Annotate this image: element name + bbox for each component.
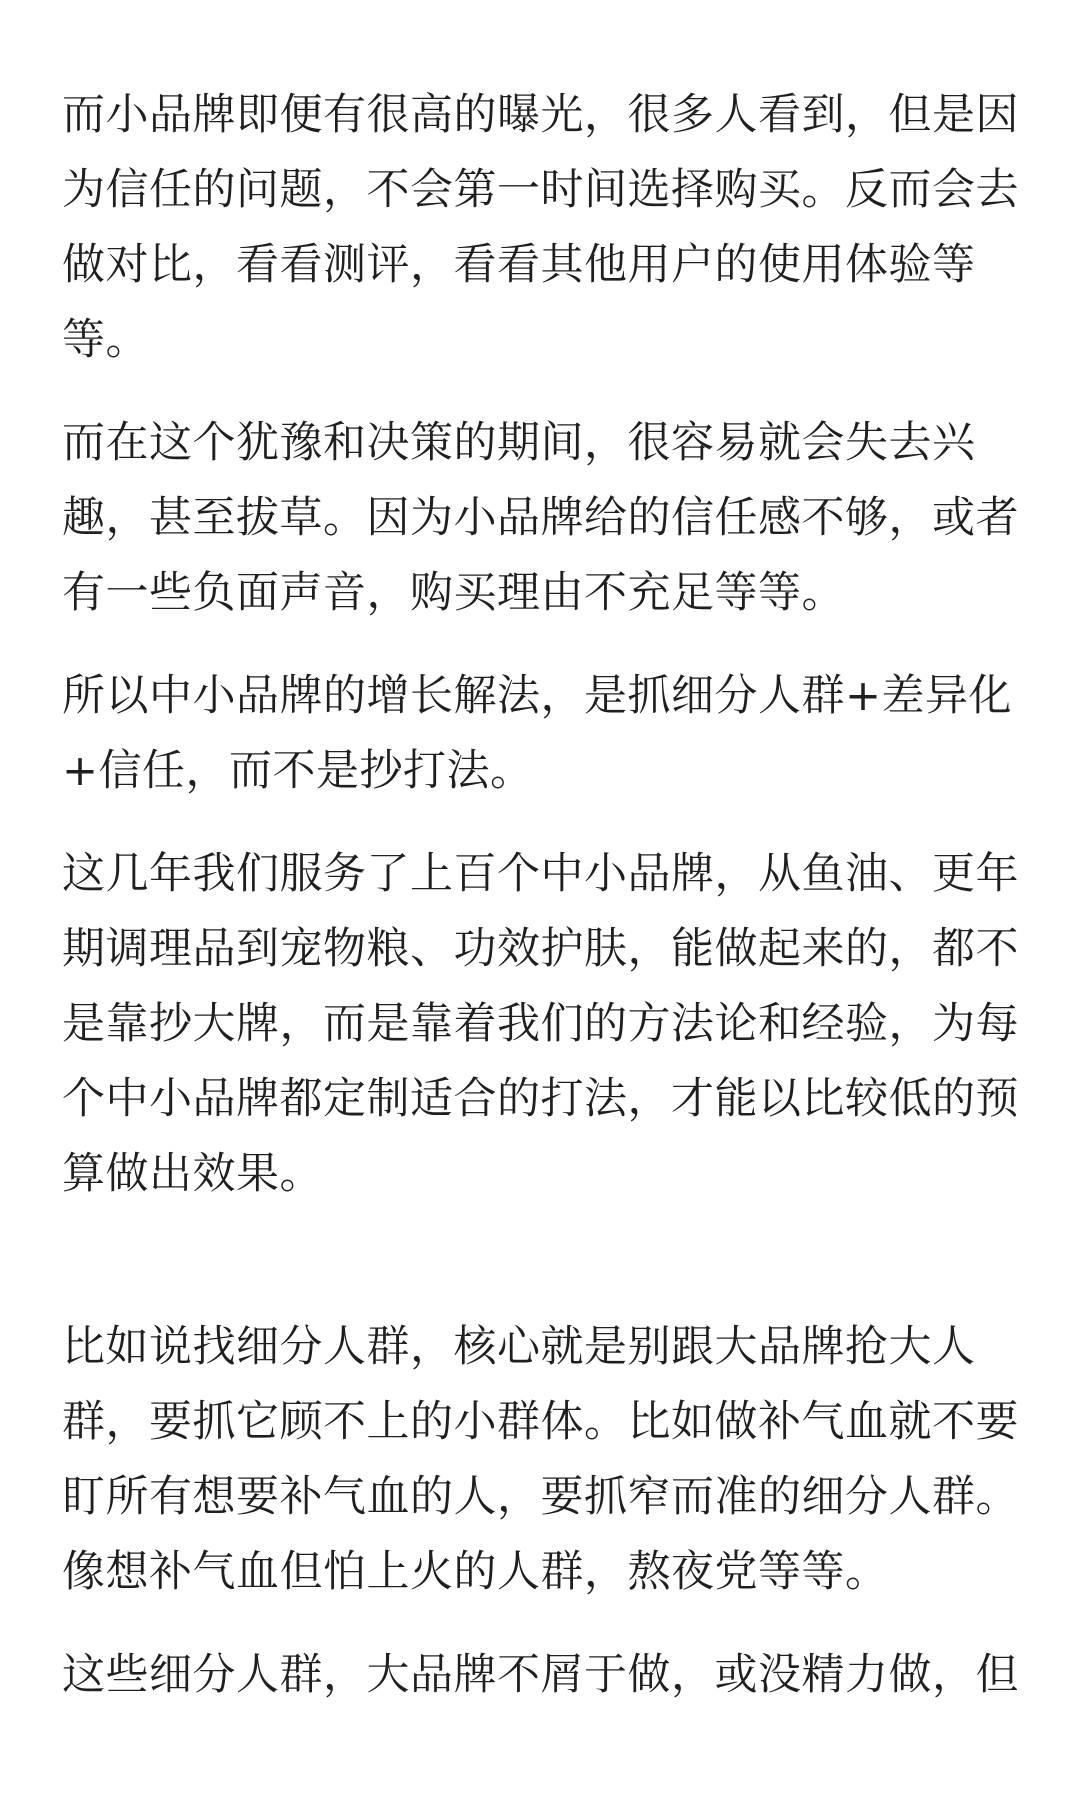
paragraph-3 <box>62 659 1022 809</box>
text-line: 做对比，看看测评，看看其他用户的使用体验等 <box>62 240 976 290</box>
paragraph-spacer <box>62 378 1022 406</box>
text-line: 个中小品牌都定制适合的打法，才能以比较低的预 <box>62 1074 1019 1124</box>
text-line: +信任，而不是抄打法。 <box>62 746 534 796</box>
text-line: 等。 <box>62 315 149 365</box>
paragraph-1 <box>62 78 1022 378</box>
text-line: 盯所有想要补气血的人，要抓窄而准的细分人群。 <box>62 1472 1019 1522</box>
text-line: 而小品牌即便有很高的曝光，很多人看到，但是因 <box>62 90 1019 140</box>
text-line: 趣，甚至拔草。因为小品牌给的信任感不够，或者 <box>62 493 1019 543</box>
text-line: 所以中小品牌的增长解法，是抓细分人群+差异化 <box>62 671 1013 721</box>
paragraph-spacer <box>62 809 1022 837</box>
paragraph-5 <box>62 1310 1022 1610</box>
text-line: 像想补气血但怕上火的人群，熬夜党等等。 <box>62 1547 889 1597</box>
text-line: 而在这个犹豫和决策的期间，很容易就会失去兴 <box>62 418 976 468</box>
text-line: 这些细分人群，大品牌不屑于做，或没精力做，但 <box>62 1650 1019 1700</box>
paragraph-spacer <box>62 631 1022 659</box>
text-line: 算做出效果。 <box>62 1149 323 1199</box>
paragraph-spacer <box>62 1610 1022 1638</box>
paragraph-6 <box>62 1638 1022 1713</box>
paragraph-spacer <box>62 1212 1022 1310</box>
text-line: 这几年我们服务了上百个中小品牌，从鱼油、更年 <box>62 849 1019 899</box>
text-line: 有一些负面声音，购买理由不充足等等。 <box>62 568 845 618</box>
text-line: 期调理品到宠物粮、功效护肤，能做起来的，都不 <box>62 924 1019 974</box>
paragraph-4 <box>62 837 1022 1212</box>
text-line: 为信任的问题，不会第一时间选择购买。反而会去 <box>62 165 1019 215</box>
text-line: 比如说找细分人群，核心就是别跟大品牌抢大人 <box>62 1322 976 1372</box>
text-line: 群，要抓它顾不上的小群体。比如做补气血就不要 <box>62 1397 1019 1447</box>
article-body <box>62 78 1022 1713</box>
text-line: 是靠抄大牌，而是靠着我们的方法论和经验，为每 <box>62 999 1019 1049</box>
paragraph-2 <box>62 406 1022 631</box>
